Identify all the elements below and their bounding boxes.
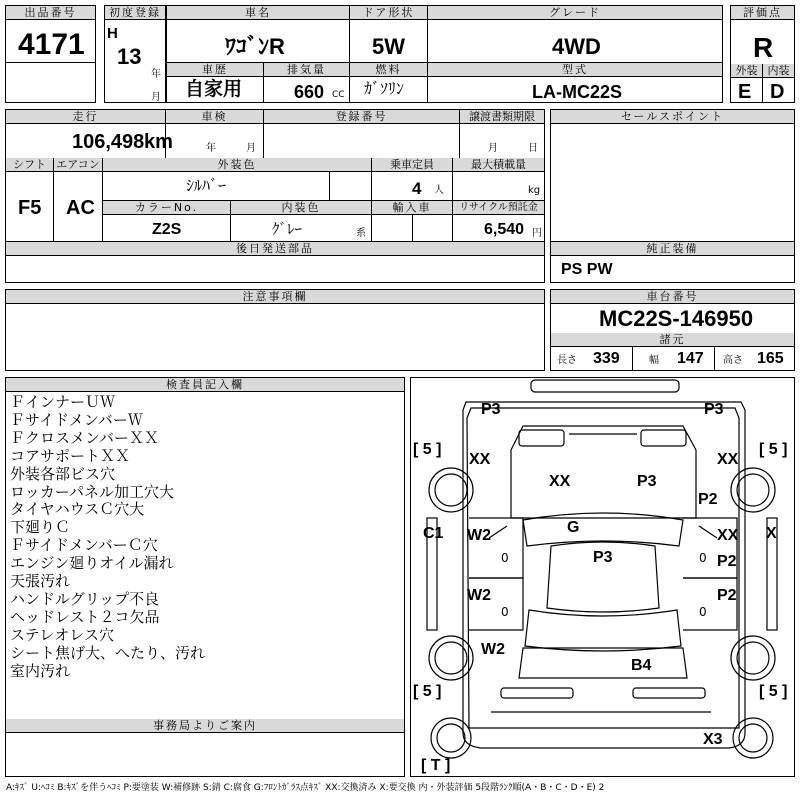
nen-label: 年 [151,69,161,80]
transfer-hi: 日 [528,143,538,154]
width: 147 [677,350,704,367]
length: 339 [593,350,620,367]
mark-zero-1: 0 [501,551,509,565]
chassis-box [550,289,795,371]
mark-xx-front-left: XX [469,451,491,468]
mark-b4: B4 [631,657,652,674]
tire-rl: [ 5 ] [413,683,442,700]
int-label: 内装 [763,64,794,78]
mileage-label: 走行 [6,110,165,124]
ac: AC [66,197,95,219]
mark-zero-4: 0 [699,605,707,619]
note-line: ステレオレス穴 [10,625,114,644]
ext-color-label: 外装色 [103,158,371,172]
spec-block [5,109,545,242]
note-line: 室内汚れ [10,661,71,680]
color-no: Z2S [152,221,182,238]
int-color-kei: 系 [356,228,366,239]
equipment-label: 純正装備 [551,242,794,256]
mark-xx-hood: XX [549,473,571,490]
ext-label: 外装 [731,64,762,78]
first-reg-label: 初度登録 [105,6,165,20]
era: H [107,25,118,42]
cc-unit: CC [332,90,345,100]
note-line: ＦサイドメンバーＷ [10,410,143,429]
capacity: 4 [412,179,422,198]
int-color: ｸﾞﾚｰ [272,220,303,238]
history-label: 車歴 [167,63,263,77]
mileage: 106,498 [72,131,145,153]
lot-number: 4171 [18,28,85,61]
int-color-label: 内装色 [231,201,371,215]
yen-unit: 円 [532,228,542,239]
import-label: 輸入車 [372,201,452,215]
kg-unit: kg [528,185,541,196]
mark-w2-rear-quarter: W2 [481,641,505,658]
mark-p2-front-right: P2 [698,491,718,508]
mark-w2-front-door: W2 [467,527,491,544]
inspection-nen: 年 [206,143,216,154]
width-label: 幅 [649,355,659,366]
inspector-box [5,377,405,777]
inspection-tsuki: 月 [246,143,256,154]
ac-label: エアコン [54,158,102,172]
equipment-box [550,241,795,283]
length-label: 長さ [557,355,577,366]
mark-xx-right-door: XX [717,527,739,544]
sales-point-box [550,109,795,242]
note-line: ヘッドレスト２コ欠品 [10,607,160,626]
height: 165 [757,350,784,367]
mark-xx-front-right: XX [717,451,739,468]
note-line: ハンドルグリップ不良 [10,589,160,608]
mark-p2-rear-right: P2 [717,587,737,604]
car-diagram [411,378,794,776]
mark-zero-2: 0 [699,551,707,565]
car-diagram-box [410,377,795,777]
grade-label: グレード [428,6,722,20]
model-code-label: 型式 [428,63,722,77]
mark-x-right: X [766,525,777,542]
tire-fr: [ 5 ] [759,441,788,458]
chassis-label: 車台番号 [551,290,794,304]
ext-score: E [738,81,752,103]
car-name: ﾜｺﾞﾝR [225,34,285,59]
later-parts-label: 後日発送部品 [6,242,544,256]
note-line: ＦクロスメンバーＸＸ [10,428,159,447]
mark-p3-hood: P3 [637,473,657,490]
displacement-box [263,62,350,103]
caution-box [5,289,545,371]
inspection-label: 車検 [166,110,263,124]
lot-box [5,5,96,103]
history: 自家用 [185,78,243,100]
note-line: エンジン廻りオイル漏れ [10,554,174,573]
tire-fl: [ 5 ] [413,441,442,458]
shift: F5 [18,197,42,219]
note-line: ロッカーパネル加工穴大 [10,482,174,501]
reg-year: 13 [117,44,142,69]
fuel: ｶﾞｿﾘﾝ [364,79,405,98]
door-label: ドア形状 [350,6,427,20]
tsuki-label: 月 [151,92,161,103]
legend: A:ｷｽﾞ U:ﾍｺﾐ B:ｷｽﾞを伴うﾍｺﾐ P:要塗装 W:補修跡 S:錆 C:腐食 G:ﾌﾛﾝﾄｶﾞﾗｽ点ｷｽﾞ XX:交換済み X:要交換 内・外装評価 5段階ﾗﾝｸ順(A・B・C・D・E) 2 [6,783,605,793]
grade: 4WD [552,34,601,59]
height-label: 高さ [723,355,743,366]
mark-w2-rear-left: W2 [467,587,491,604]
note-line: 下廻りＣ [10,518,71,537]
recycle-fee: 6,540 [484,221,525,238]
inspector-label: 検査員記入欄 [6,378,404,392]
shift-label: シフト [6,158,53,172]
inspector-notes [10,394,205,681]
caution-label: 注意事項欄 [6,290,544,304]
history-box [166,62,264,103]
transfer-tsuki: 月 [488,143,498,154]
score: R [753,32,774,63]
km-unit: km [144,131,173,153]
note-line: 天張汚れ [10,572,71,591]
sales-point-label: セールスポイント [551,110,794,124]
note-line: ＦサイドメンバーＣ穴 [10,536,158,555]
mark-g-glass: G [567,519,580,536]
note-line: 外装各部ビス穴 [10,464,116,483]
mark-p3-roof: P3 [593,549,613,566]
chassis-number: MC22S-146950 [599,306,754,331]
lot-label: 出品番号 [6,6,95,20]
equipment: PS PW [561,261,613,278]
mark-zero-3: 0 [501,605,509,619]
door-type: 5W [372,34,405,59]
tire-rr: [ 5 ] [759,683,788,700]
transfer-label: 譲渡書類期限 [460,110,544,124]
capacity-unit: 人 [434,185,444,196]
mark-p3-front-right: P3 [704,401,724,418]
mark-p2-right-door: P2 [717,553,737,570]
recycle-label: リサイクル預託金 [453,201,544,215]
dims-label: 諸元 [551,333,794,347]
ext-color: ｼﾙﾊﾞｰ [186,176,227,195]
model-code: LA-MC22S [532,82,623,102]
note-line: タイヤハウスＣ穴大 [10,500,145,519]
door-box [349,5,428,63]
spare-tire: [ T ] [421,757,451,774]
mark-x3: X3 [703,731,723,748]
note-line: ＦインナーＵＷ [10,393,116,411]
car-name-label: 車名 [167,6,349,20]
car-name-box [166,5,350,63]
score-label: 評価点 [731,6,794,20]
note-line: コアサポートＸＸ [10,446,131,465]
int-score: D [770,81,785,103]
displacement-label: 排気量 [264,63,349,77]
first-reg-box [104,5,166,103]
note-line: シート焦げ大、へたり、汚れ [10,643,206,662]
displacement: 660 [294,82,325,102]
capacity-label: 乗車定員 [372,158,452,172]
fuel-label: 燃料 [350,63,427,77]
model-code-box [427,62,723,103]
office-label: 事務局よりご案内 [6,719,404,733]
reg-no-label: 登録番号 [264,110,459,124]
later-parts-box [5,241,545,283]
mark-p3-front-left: P3 [481,401,501,418]
color-no-label: カラーNo. [103,201,230,215]
load-label: 最大積載量 [453,158,544,172]
grade-box [427,5,723,63]
score-box [730,5,795,103]
fuel-box [349,62,428,103]
mark-c1: C1 [423,525,444,542]
